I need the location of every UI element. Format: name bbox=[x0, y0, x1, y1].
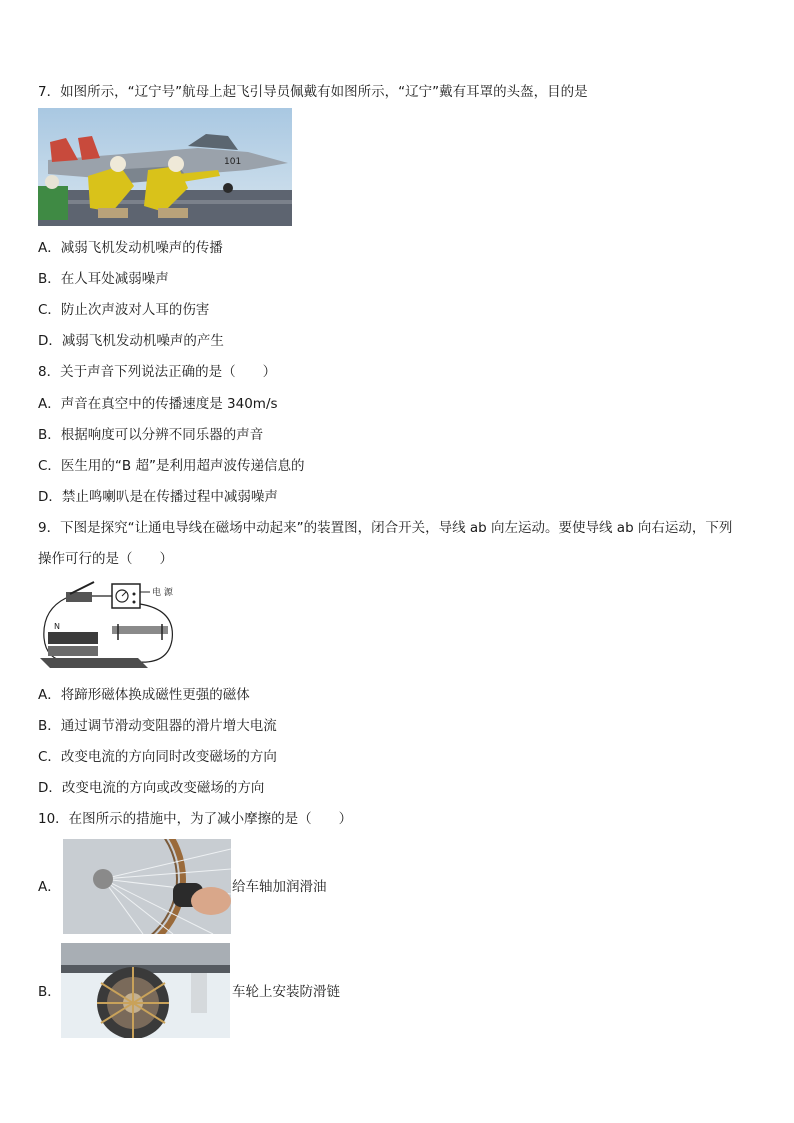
q10-option-b-photo bbox=[61, 943, 230, 1038]
q7-aircraft-photo bbox=[38, 108, 292, 226]
q9-option-a: A．将蹄形磁体换成磁性更强的磁体 bbox=[38, 687, 250, 703]
svg-text:101: 101 bbox=[224, 157, 242, 167]
q10-option-b-text: 车轮上安装防滑链 bbox=[232, 984, 340, 1000]
magnet-n-label: N bbox=[54, 622, 60, 631]
q8-option-a: A．声音在真空中的传播速度是 340m/s bbox=[38, 396, 278, 412]
q7-option-d: D．减弱飞机发动机噪声的产生 bbox=[38, 333, 224, 349]
q10-option-a-text: 给车轴加润滑油 bbox=[232, 879, 327, 895]
q7-option-b: B．在人耳处减弱噪声 bbox=[38, 271, 169, 287]
q9-option-c: C．改变电流的方向同时改变磁场的方向 bbox=[38, 749, 277, 765]
q8-stem: 8．关于声音下列说法正确的是（ ） bbox=[38, 364, 277, 380]
q8-option-b: B．根据响度可以分辨不同乐器的声音 bbox=[38, 427, 264, 443]
q9-option-b: B．通过调节滑动变阻器的滑片增大电流 bbox=[38, 718, 277, 734]
q9-stem-line2: 操作可行的是（ ） bbox=[38, 551, 173, 567]
q9-apparatus-diagram bbox=[38, 580, 198, 672]
q9-stem-line1: 9．下图是探究“让通电导线在磁场中动起来”的装置图，闭合开关，导线 ab 向左运动。要使导线 ab 向右运动，下列 bbox=[38, 520, 733, 536]
q10-option-a-label: A． bbox=[38, 879, 61, 895]
q7-option-c: C．防止次声波对人耳的伤害 bbox=[38, 302, 210, 318]
q7-option-a: A．减弱飞机发动机噪声的传播 bbox=[38, 240, 223, 256]
q7-stem: 7．如图所示，“辽宁号”航母上起飞引导员佩戴有如图所示，“辽宁”戴有耳罩的头盔，目的是 bbox=[38, 84, 588, 100]
q10-option-b-label: B． bbox=[38, 984, 61, 1000]
q10-option-a-photo bbox=[63, 839, 231, 934]
q8-option-c: C．医生用的“B 超”是利用超声波传递信息的 bbox=[38, 458, 305, 474]
q8-option-d: D．禁止鸣喇叭是在传播过程中减弱噪声 bbox=[38, 489, 278, 505]
power-label: 电 源 bbox=[152, 588, 173, 598]
q10-stem: 10．在图所示的措施中，为了减小摩擦的是（ ） bbox=[38, 811, 353, 827]
q9-option-d: D．改变电流的方向或改变磁场的方向 bbox=[38, 780, 265, 796]
